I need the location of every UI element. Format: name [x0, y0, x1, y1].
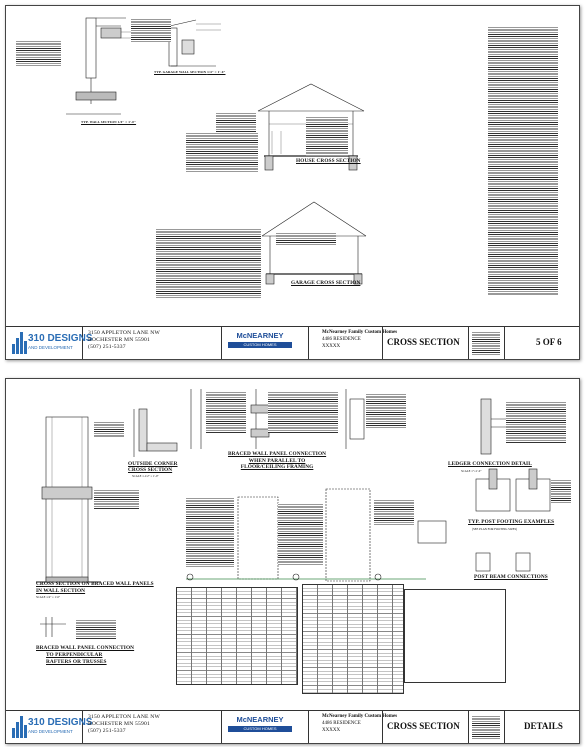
notes-block: [94, 421, 124, 437]
ledger-label: LEDGER CONNECTION DETAIL: [448, 461, 532, 467]
project-info: McNearney Family Custom Homes 4486 RESIDENCE XXXXX: [322, 714, 398, 733]
company-logo: 310 DESIGNS AND DEVELOPMENT: [12, 715, 72, 739]
framing-plan-detail: [404, 589, 506, 683]
post-footing-sub: (SEE PLAN FOR FOOTING SIZES): [472, 527, 518, 531]
general-notes-column: [488, 26, 558, 296]
title-block: [6, 326, 579, 359]
sheet-title: CROSS SECTION: [387, 721, 460, 731]
outside-corner-drawing: [134, 409, 177, 457]
notes-block: [156, 228, 261, 298]
notes-block: [131, 18, 171, 42]
post-footing-label: TYP. POST FOOTING EXAMPLES: [468, 519, 555, 525]
title-block: [6, 710, 579, 743]
notes-block: [374, 499, 414, 525]
company-address: 3150 APPLETON LANE NW ROCHESTER MN 55901 (507) 251-5337: [88, 714, 160, 734]
notes-block: [551, 479, 571, 503]
notes-block: [276, 232, 336, 246]
notes-block: [366, 393, 406, 429]
builder-logo: McNEARNEY CUSTOM HOMES: [228, 331, 292, 354]
braced-perp-label: BRACED WALL PANEL CONNECTION TO PERPENDICULAR RAFTERS OR TRUSSES: [36, 645, 135, 665]
notes-block: [278, 503, 323, 565]
cross-braced-label: CROSS SECTION ON BRACED WALL PANELS IN WALL SECTION: [36, 581, 154, 594]
braced-wall-section-drawing: [36, 417, 101, 582]
notes-block: [186, 497, 234, 567]
typ-garage-wall-section-label: TYP. GARAGE WALL SECTION 1/4" = 1'-0": [154, 70, 226, 74]
notes-block: [506, 401, 566, 443]
drawing-sheet-details: [5, 378, 580, 744]
fastener-schedule-table: [176, 587, 298, 685]
project-info: McNearney Family Custom Homes 4486 RESIDENCE XXXXX: [322, 330, 398, 349]
post-beam-drawing: [476, 553, 530, 571]
house-cross-section-label: HOUSE CROSS SECTION: [296, 158, 361, 164]
cross-braced-scale: SCALE 1/4" = 1'-0": [36, 595, 61, 599]
braced-parallel-label: BRACED WALL PANEL CONNECTION WHEN PARALLEL TO FLOOR/CEILING FRAMING: [228, 451, 327, 470]
post-footing-drawing: [476, 469, 550, 511]
drawing-sheet-5: [5, 5, 580, 360]
post-beam-label: POST BEAM CONNECTIONS: [474, 574, 548, 580]
notes-block: [16, 40, 61, 66]
notes-block: [206, 391, 246, 433]
outside-corner-label: OUTSIDE CORNER CROSS SECTION: [128, 461, 178, 473]
builder-logo: McNEARNEY CUSTOM HOMES: [228, 715, 292, 738]
typ-wall-section-label: TYP. WALL SECTION 1/4" = 1'-0": [81, 120, 137, 124]
ledger-scale: SCALE 1"=1'-0": [461, 469, 482, 473]
sheet-title: CROSS SECTION: [387, 337, 460, 347]
notes-block: [216, 112, 256, 134]
company-address: 3150 APPLETON LANE NW ROCHESTER MN 55901 (507) 251-5337: [88, 330, 160, 350]
notes-block: [306, 116, 348, 156]
notes-block: [186, 132, 258, 172]
garage-cross-section-label: GARAGE CROSS SECTION: [291, 280, 361, 286]
page-number: 5 OF 6: [536, 337, 562, 347]
company-logo: 310 DESIGNS AND DEVELOPMENT: [12, 331, 72, 355]
notes-block: [94, 489, 139, 509]
bracing-schedule-table: [302, 584, 404, 694]
notes-block: [76, 619, 116, 639]
outside-corner-scale: SCALE 1-1/2" = 1'-0": [132, 474, 159, 478]
notes-block: [268, 391, 338, 433]
braced-perpendicular-drawing: [40, 617, 66, 637]
sheet-subtitle: DETAILS: [524, 721, 563, 731]
